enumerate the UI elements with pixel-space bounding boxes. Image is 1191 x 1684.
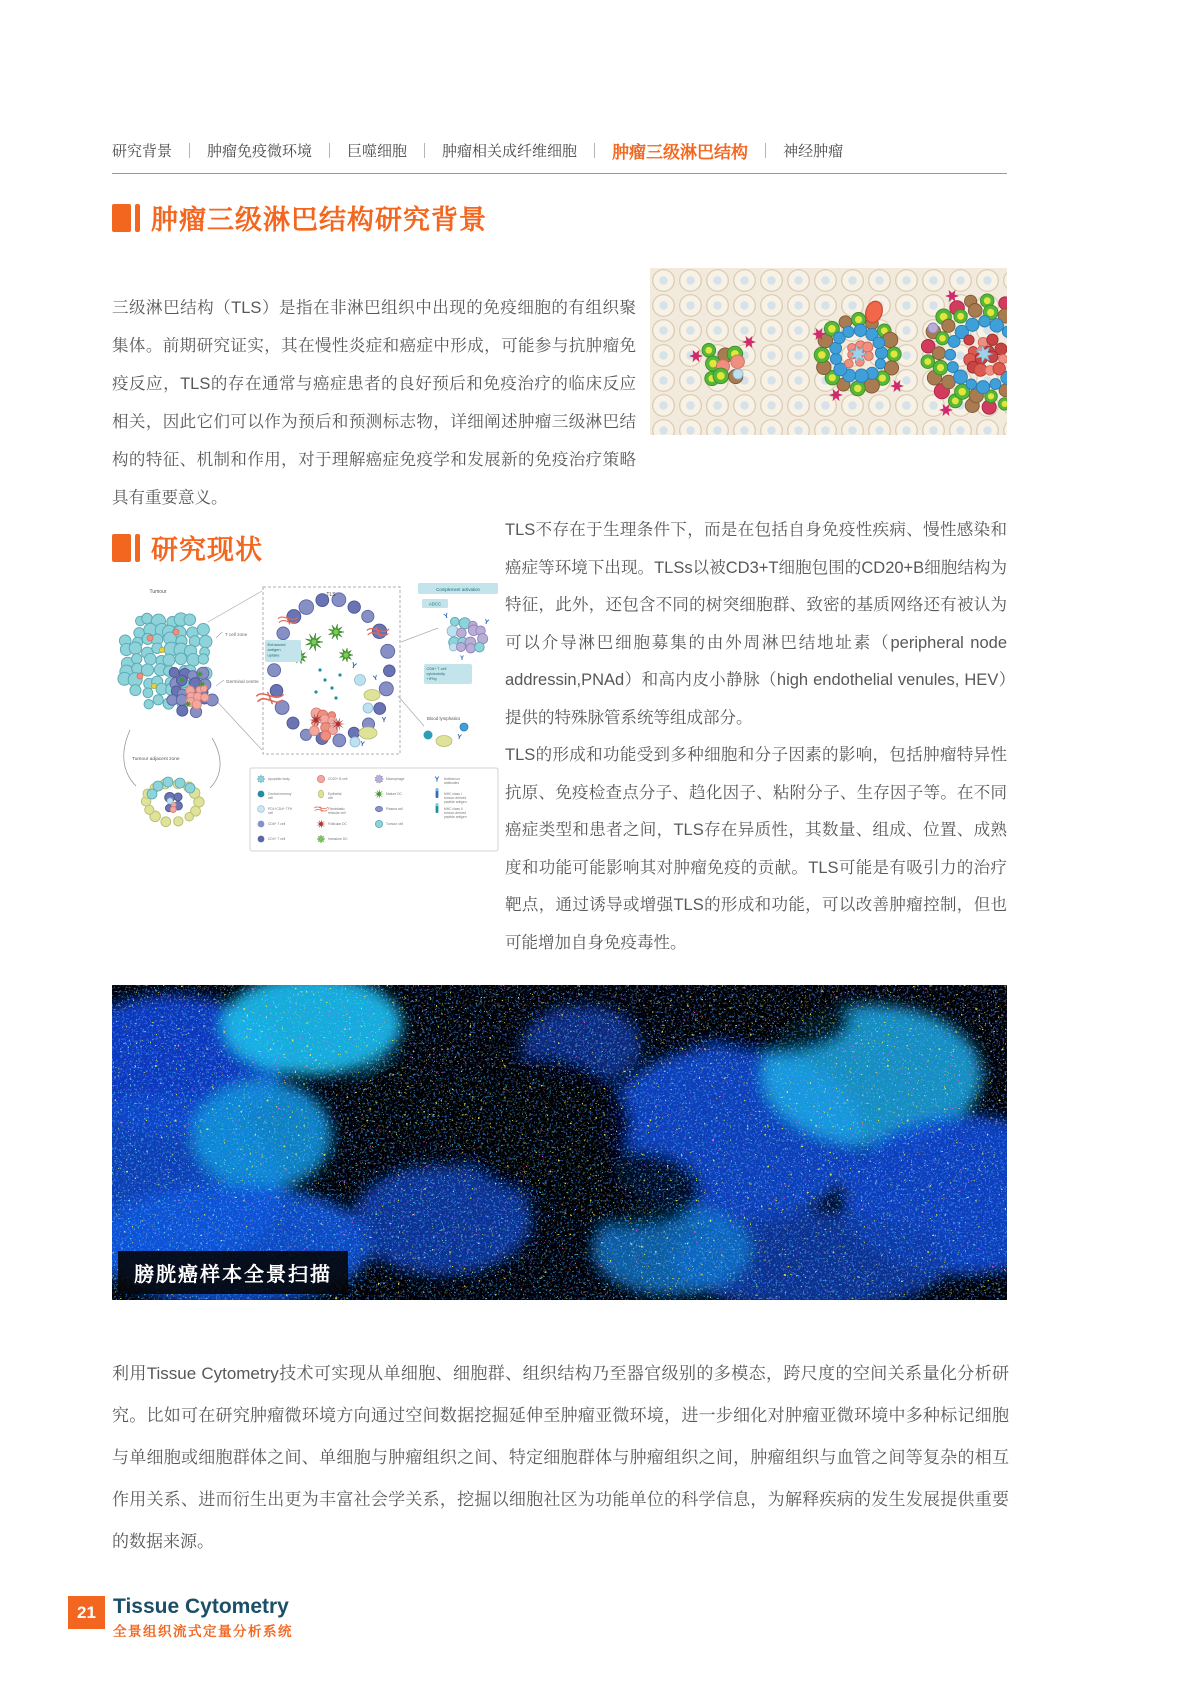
svg-text:tumour-derived: tumour-derived xyxy=(444,811,467,816)
section2-heading xyxy=(112,528,263,567)
nav-item-tumor-immune-microenvironment[interactable]: 肿瘤免疫微环境 xyxy=(207,143,313,160)
footer-brand xyxy=(113,1596,293,1640)
svg-text:CD4+ T cell: CD4+ T cell xyxy=(268,837,286,842)
section2-title: 研究现状 xyxy=(151,535,263,565)
svg-text:Y: Y xyxy=(434,776,440,784)
svg-text:MHC class I: MHC class I xyxy=(444,792,462,797)
svg-text:Y: Y xyxy=(456,733,463,742)
page-footer xyxy=(68,1596,293,1640)
svg-text:tumour-derived: tumour-derived xyxy=(444,796,467,801)
svg-text:CD8+ T cell: CD8+ T cell xyxy=(426,667,447,671)
svg-text:cytotoxicity: cytotoxicity xyxy=(426,672,446,676)
cycle-arrow xyxy=(210,738,220,788)
svg-text:Epithelial: Epithelial xyxy=(328,792,342,797)
svg-text:+IFNγ: +IFNγ xyxy=(426,677,437,681)
svg-text:CD8+ T cell: CD8+ T cell xyxy=(268,822,286,827)
orange-square-bullet-icon xyxy=(112,204,151,232)
svg-text:Apoptotic body: Apoptotic body xyxy=(268,777,290,782)
page-number-badge: 21 xyxy=(68,1596,105,1629)
svg-text:Y: Y xyxy=(459,656,465,662)
nav-divider xyxy=(329,143,330,158)
bladder-cancer-scan-image xyxy=(112,985,1007,1300)
svg-text:MHC class II: MHC class II xyxy=(444,807,463,812)
svg-text:reticular cell: reticular cell xyxy=(328,811,346,816)
section1-heading xyxy=(112,198,487,237)
svg-text:Tumour cell: Tumour cell xyxy=(386,822,404,827)
label-adcc: ADCC xyxy=(428,601,442,607)
label-germinal-centre: Germinal centre xyxy=(226,679,259,684)
svg-text:Y: Y xyxy=(381,717,387,724)
label-tls: TLS xyxy=(326,592,336,598)
svg-text:cell: cell xyxy=(268,796,273,801)
svg-text:peptide antigen: peptide antigen xyxy=(444,800,467,805)
nav-divider xyxy=(189,143,190,158)
nav-item-caf[interactable]: 肿瘤相关成纤维细胞 xyxy=(442,143,578,160)
svg-text:Antitumour: Antitumour xyxy=(444,777,460,782)
label-complement-activation: Complement activation xyxy=(436,586,480,592)
nav-item-macrophage[interactable]: 巨噬细胞 xyxy=(347,143,408,160)
nav-item-tls-active[interactable]: 肿瘤三级淋巴结构 xyxy=(612,143,749,162)
svg-text:antibodies: antibodies xyxy=(444,781,460,786)
label-tumour-adjacent-zone: Tumour adjacent zone xyxy=(132,757,180,762)
svg-text:cell: cell xyxy=(328,796,333,801)
section2-paragraph-1: TLS不存在于生理条件下，而是在包括自身免疫性疾病、慢性感染和癌症等环境下出现。TLSs以被CD3+T细胞包围的CD20+B细胞结构为特征，此外，还包含不同的树突细胞群、致密的基质网络还有被认为可以介导淋巴细胞募集的由外周淋巴结地址素（peripheral node addressin,PNAd）和高内皮小静脉（high endothelial venules, HEV）提供的特殊脉管系统等组成部分。 xyxy=(505,521,1007,727)
svg-text:uptake: uptake xyxy=(267,652,280,658)
section1-paragraph: 三级淋巴结构（TLS）是指在非淋巴组织中出现的免疫细胞的有组织聚集体。前期研究证实，其在慢性炎症和癌症中形成，可能参与抗肿瘤免疫反应，TLS的存在通常与癌症患者的良好预后和免疫治疗的临床反应相关，因此它们可以作为预后和预测标志物，详细阐述肿瘤三级淋巴结构的特征、机制和作用，对于理解癌症免疫学和发展新的免疫治疗策略具有重要意义。 xyxy=(112,298,636,507)
tls-mechanism-diagram xyxy=(110,580,502,854)
svg-text:Fibroblastic: Fibroblastic xyxy=(328,807,345,812)
svg-text:antigen: antigen xyxy=(267,647,281,653)
section2-paragraph-2: TLS的形成和功能受到多种细胞和分子因素的影响，包括肿瘤特异性抗原、免疫检查点分子、趋化因子、粘附分子、生存因子等。在不同癌症类型和患者之间，TLS存在异质性，其数量、组成、位置、成熟度和功能可能影响其对肿瘤免疫的贡献。TLS可能是有吸引力的治疗靶点，通过诱导或增强TLS的形成和功能，可以改善肿瘤控制，但也可能增加自身免疫毒性。 xyxy=(505,746,1007,952)
svg-text:Y: Y xyxy=(483,618,490,627)
tls-formation-illustration xyxy=(650,268,1007,435)
svg-text:Y: Y xyxy=(349,660,358,671)
label-tumour: Tumour xyxy=(149,589,167,595)
svg-text:Y: Y xyxy=(443,612,450,621)
svg-text:peptide antigen: peptide antigen xyxy=(444,815,467,820)
nav-item-neuro-oncology[interactable]: 神经肿瘤 xyxy=(783,143,844,160)
nav-divider xyxy=(594,143,595,158)
section1-title: 肿瘤三级淋巴结构研究背景 xyxy=(151,205,487,235)
nav-rule xyxy=(112,173,1007,174)
svg-text:Central memory: Central memory xyxy=(268,792,292,797)
svg-text:Y: Y xyxy=(372,674,379,683)
svg-text:PD1+CD4+ TFH: PD1+CD4+ TFH xyxy=(268,807,293,812)
svg-text:cell: cell xyxy=(268,811,273,816)
nav-divider xyxy=(765,143,766,158)
label-t-cell-zone: T cell zone xyxy=(225,632,248,637)
svg-text:Enhanced: Enhanced xyxy=(267,642,286,647)
nav-divider xyxy=(424,143,425,158)
orange-square-bullet-icon xyxy=(112,534,151,562)
footer-subtitle: 全景组织流式定量分析系统 xyxy=(113,1624,293,1640)
section2-text-column xyxy=(505,512,1007,962)
nav-item-research-background[interactable]: 研究背景 xyxy=(112,143,173,160)
svg-text:Immature DC: Immature DC xyxy=(328,837,348,842)
label-blood-lymphatics: Blood lymphatics xyxy=(427,716,461,721)
closing-paragraph: 利用Tissue Cytometry技术可实现从单细胞、细胞群、组织结构乃至器官级别的多模态，跨尺度的空间关系量化分析研究。比如可在研究肿瘤微环境方向通过空间数据挖掘延伸至肿瘤亚微环境，进一步细化对肿瘤亚微环境中多种标记细胞与单细胞或细胞群体之间、单细胞与肿瘤组织之间、特定细胞群体与肿瘤组织之间，肿瘤组织与血管之间等复杂的相互作用关系、进而衍生出更为丰富社会学关系，挖掘以细胞社区为功能单位的科学信息，为解释疾病的发生发展提供重要的数据来源。 xyxy=(112,1364,1009,1551)
scan-caption: 膀胱癌样本全景扫描 xyxy=(118,1251,348,1294)
svg-text:Macrophage: Macrophage xyxy=(386,777,405,782)
svg-text:Plasma cell: Plasma cell xyxy=(386,807,403,812)
svg-text:Follicular DC: Follicular DC xyxy=(328,822,347,827)
svg-text:Mature DC: Mature DC xyxy=(386,792,402,797)
svg-text:CD20+ B cell: CD20+ B cell xyxy=(328,777,348,782)
footer-title: Tissue Cytometry xyxy=(113,1595,289,1618)
top-nav xyxy=(112,138,1007,163)
svg-text:Y: Y xyxy=(359,740,366,749)
